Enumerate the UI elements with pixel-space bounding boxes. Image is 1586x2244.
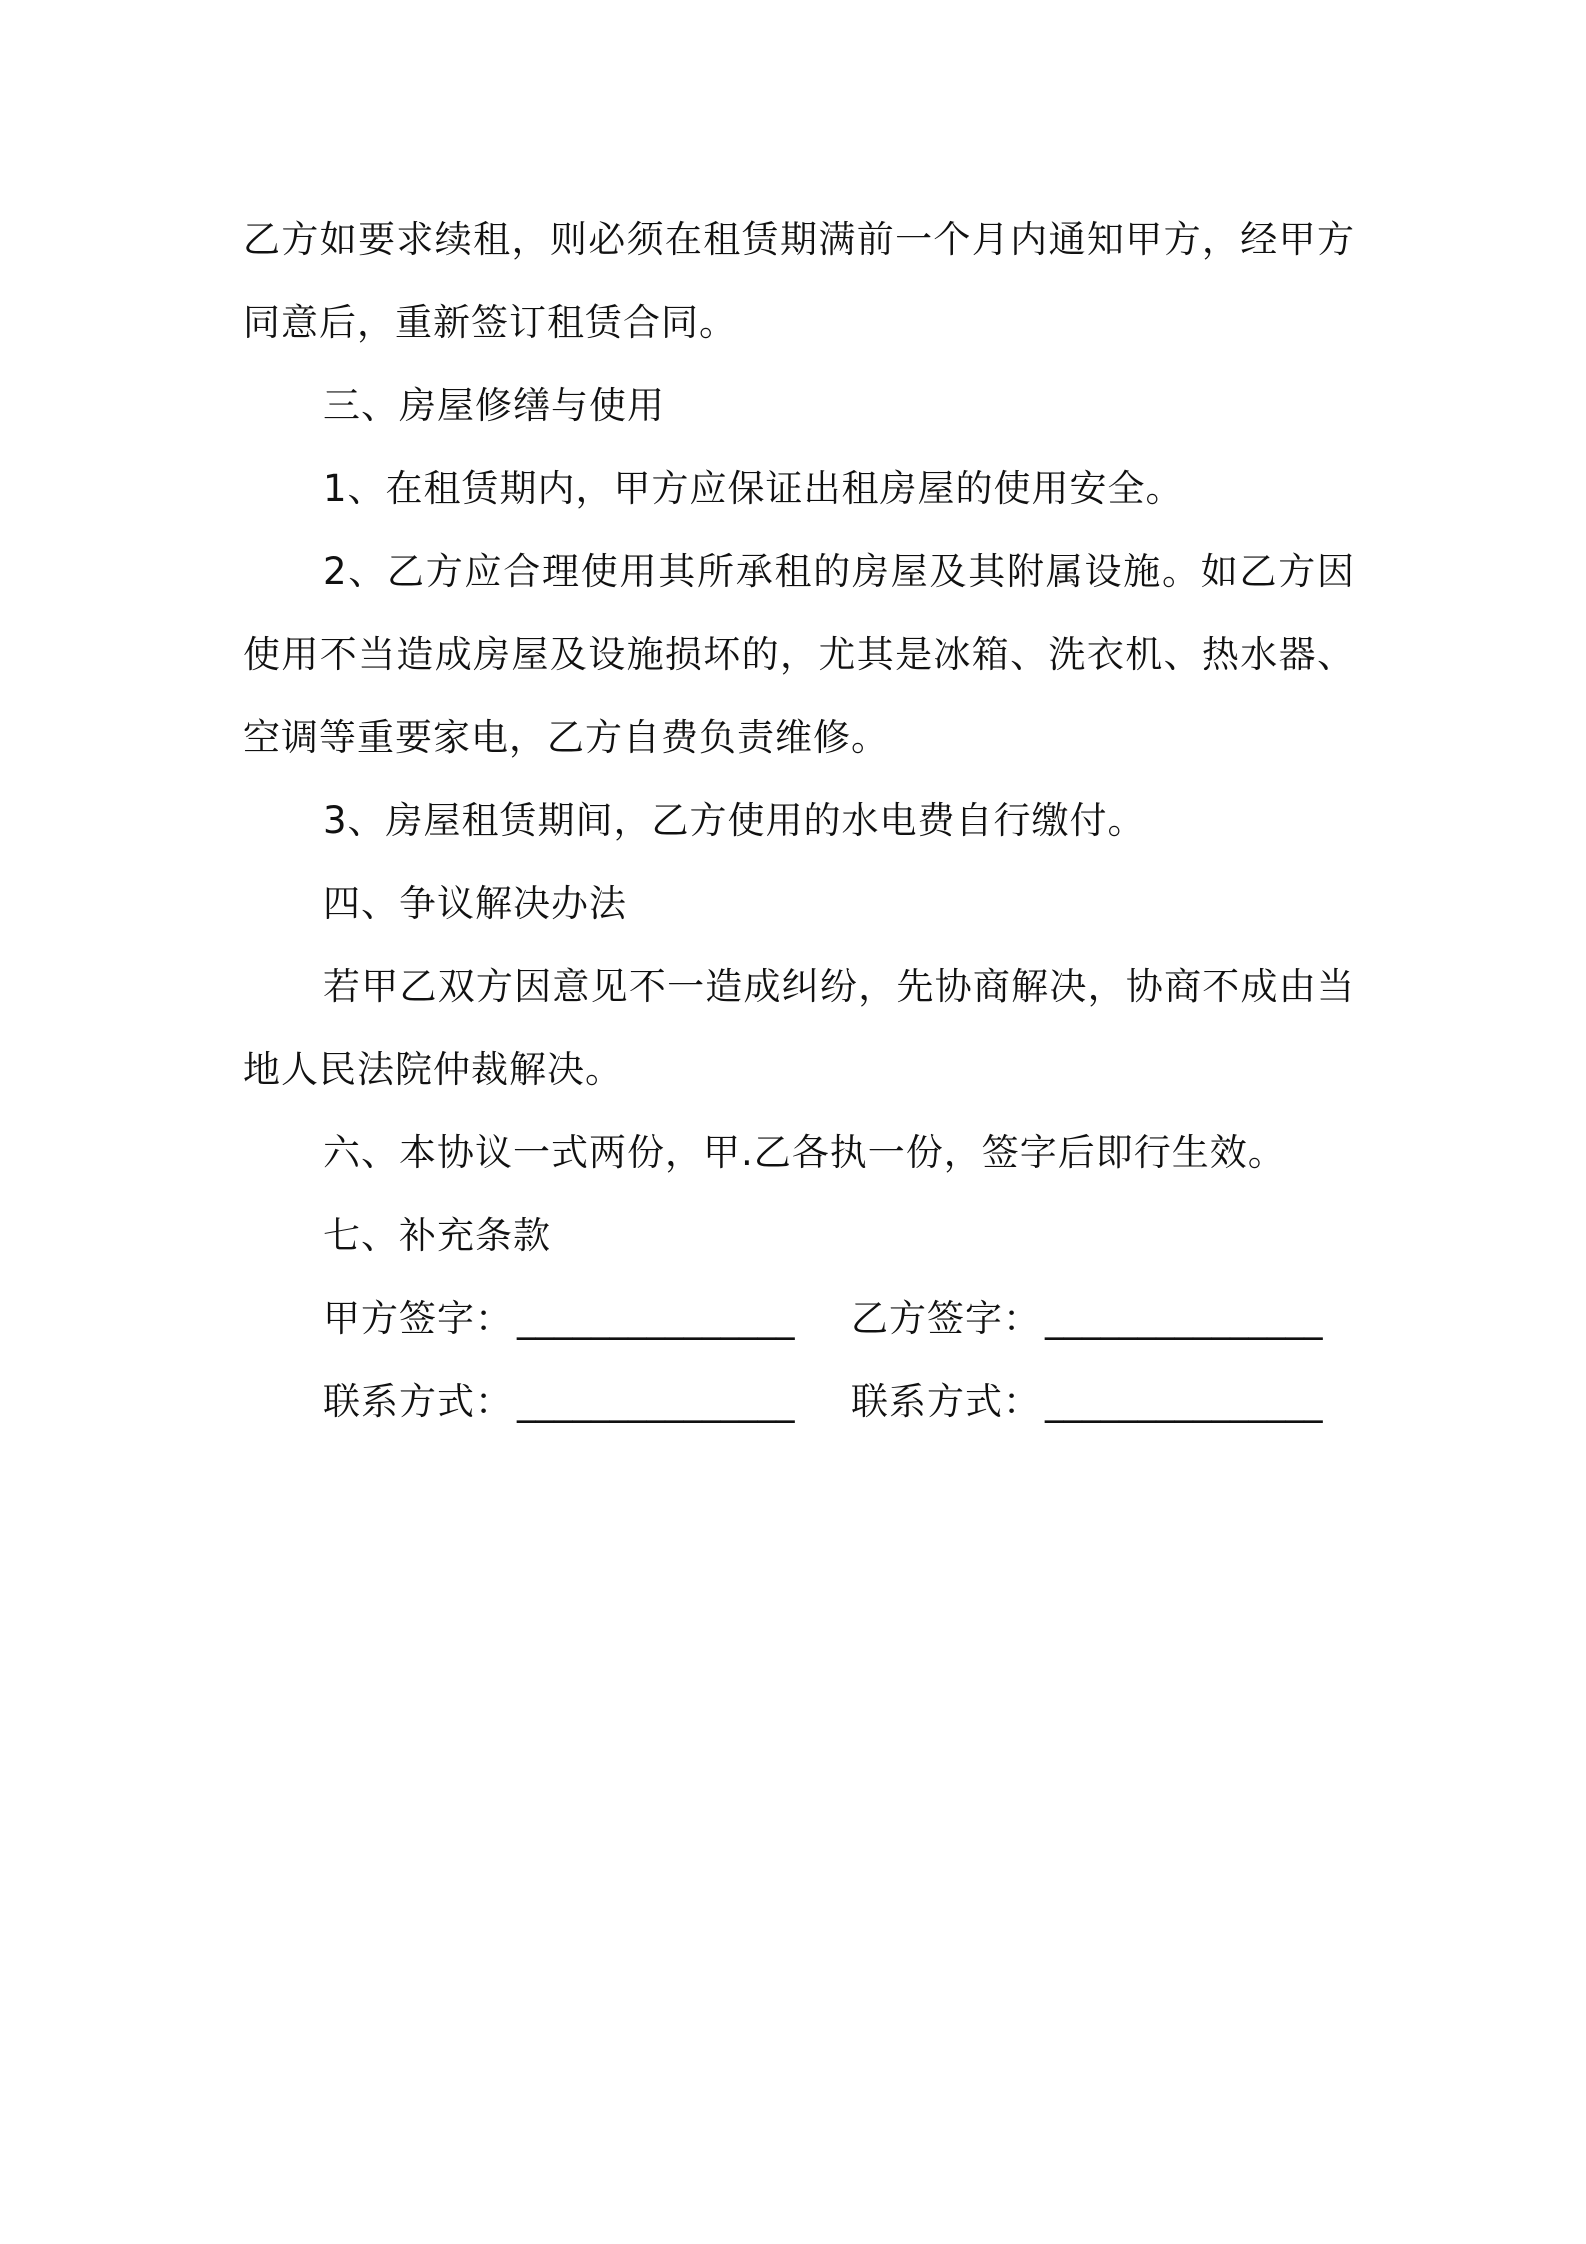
- renewal-paragraph: 乙方如要求续租，则必须在租赁期满前一个月内通知甲方，经甲方同意后，重新签订租赁合同。: [243, 218, 1355, 344]
- party-a-contact-label: 联系方式：: [323, 1380, 513, 1423]
- contact-row: [243, 1360, 1355, 1443]
- party-b-contact: [851, 1360, 1323, 1443]
- section-six-paragraph: 六、本协议一式两份，甲.乙各执一份，签字后即行生效。: [323, 1131, 1286, 1174]
- party-b-contact-label: 联系方式：: [851, 1380, 1041, 1423]
- party-a-sign-blank: _______________: [517, 1297, 795, 1340]
- section-three-heading: 三、房屋修缮与使用: [323, 384, 665, 427]
- section-four-heading: 四、争议解决办法: [323, 882, 627, 925]
- signature-row: [243, 1277, 1355, 1360]
- party-a-signature: [323, 1277, 851, 1360]
- document-body: [243, 198, 1355, 1443]
- party-b-contact-blank: _______________: [1045, 1380, 1323, 1423]
- dispute-paragraph: 若甲乙双方因意见不一造成纠纷，先协商解决，协商不成由当地人民法院仲裁解决。: [243, 965, 1355, 1091]
- clause-3-1: 1、在租赁期内，甲方应保证出租房屋的使用安全。: [323, 467, 1184, 510]
- section-seven-heading: 七、补充条款: [323, 1214, 551, 1257]
- party-b-sign-blank: _______________: [1045, 1297, 1323, 1340]
- party-b-signature: [851, 1277, 1323, 1360]
- clause-3-3: 3、房屋租赁期间，乙方使用的水电费自行缴付。: [323, 799, 1146, 842]
- party-b-sign-label: 乙方签字：: [851, 1297, 1041, 1340]
- clause-3-2: 2、乙方应合理使用其所承租的房屋及其附属设施。如乙方因使用不当造成房屋及设施损坏的，尤其是冰箱、洗衣机、热水器、空调等重要家电，乙方自费负责维修。: [243, 550, 1355, 759]
- party-a-contact-blank: _______________: [517, 1380, 795, 1423]
- party-a-sign-label: 甲方签字：: [323, 1297, 513, 1340]
- party-a-contact: [323, 1360, 851, 1443]
